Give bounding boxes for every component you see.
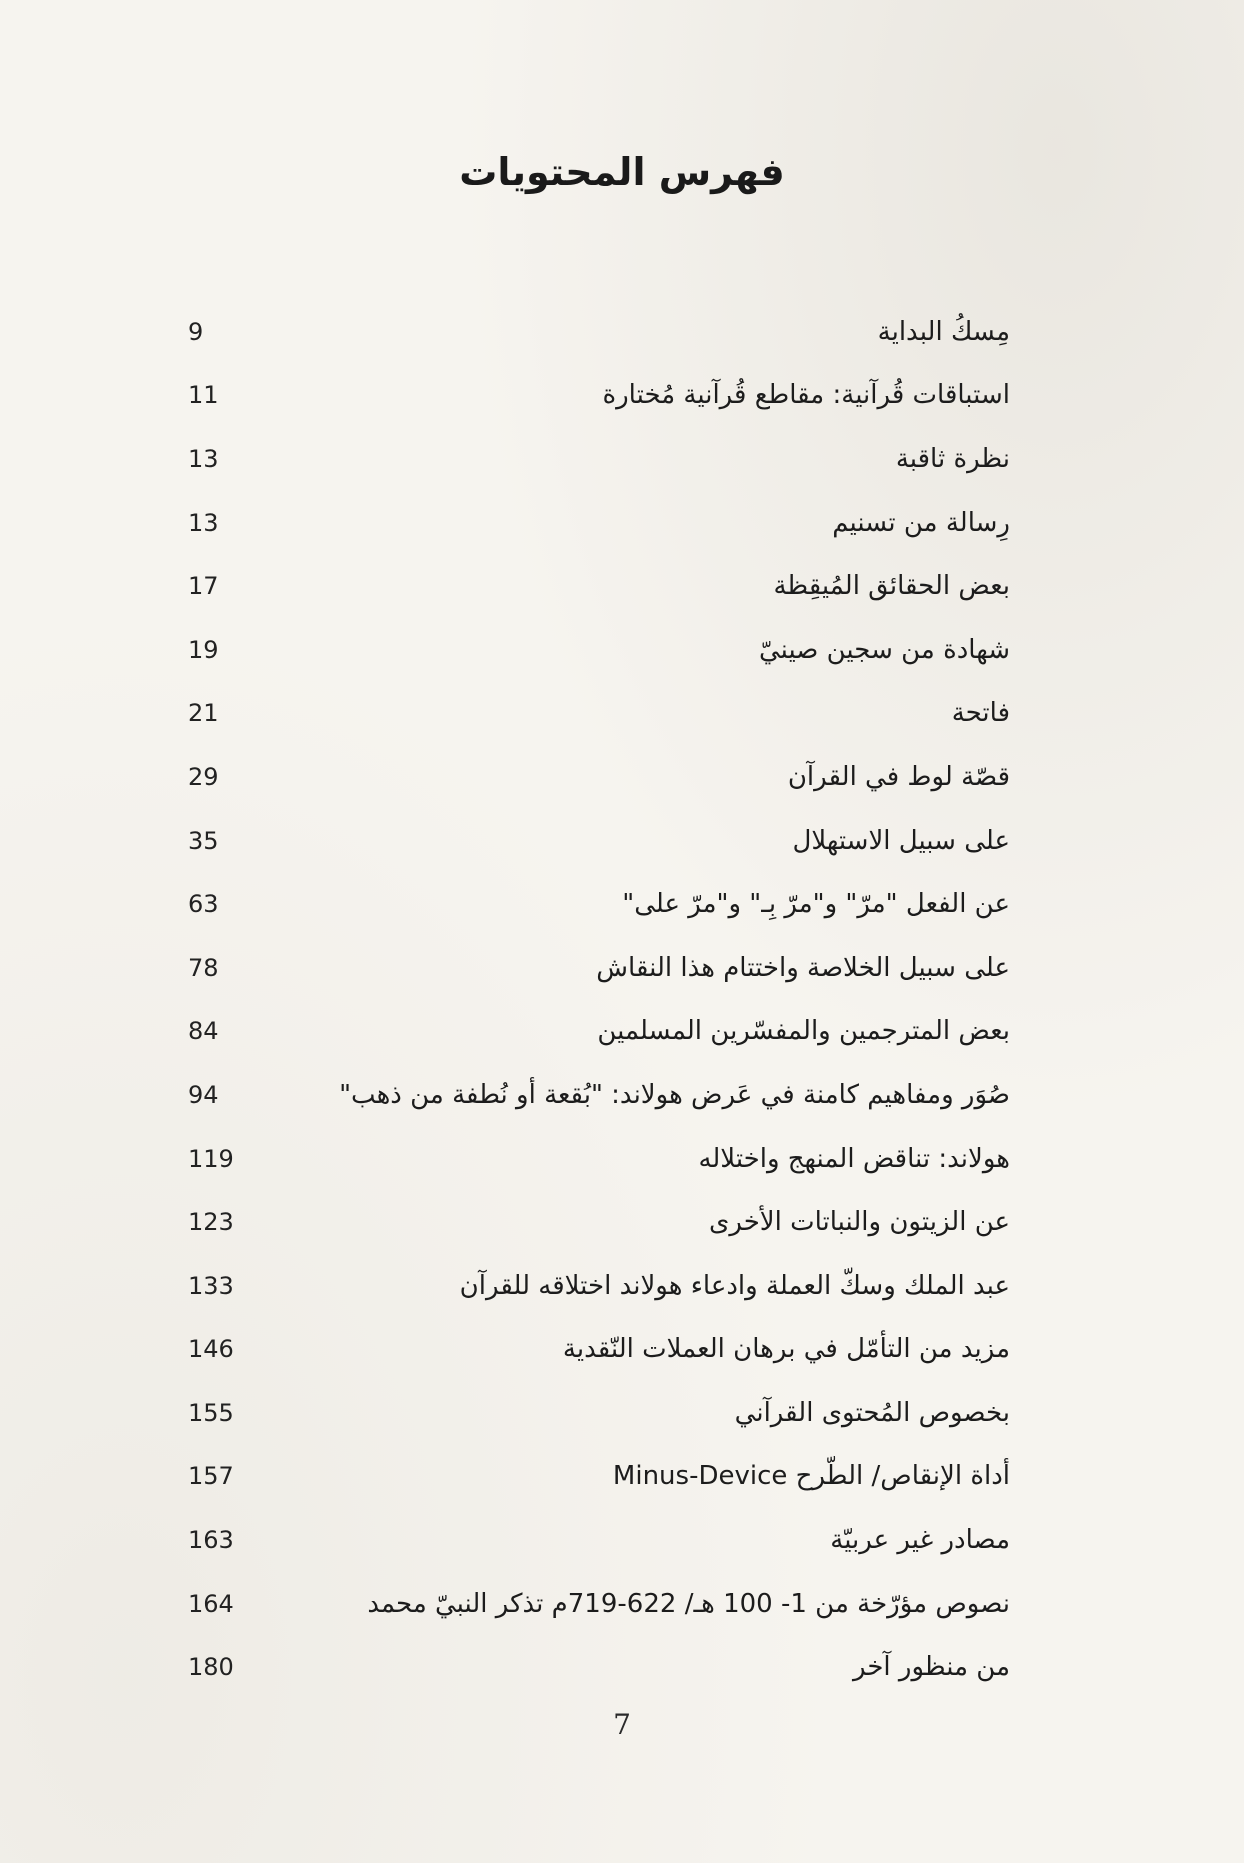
toc-entry-title: استباقات قُرآنية: مقاطع قُرآنية مُختارة [602,380,1010,411]
toc-entry-title: عن الفعل "مرّ" و"مرّ بِـ" و"مرّ على" [622,889,1010,920]
toc-entry-page-number: 163 [188,1526,234,1555]
toc-entry [180,491,1010,555]
toc-entry-page-number: 133 [188,1271,234,1300]
toc-entry [180,809,1010,873]
toc-entry-page-number: 21 [188,699,219,728]
toc-entry-title: عن الزيتون والنباتات الأخرى [709,1207,1010,1238]
toc-entry [180,1254,1010,1318]
toc-entry-title: قصّة لوط في القرآن [787,761,1010,792]
toc-entry-title: بعض الحقائق المُيقِظة [773,571,1010,602]
toc-entry-page-number: 146 [188,1335,234,1364]
toc-entry-page-number: 164 [188,1589,234,1618]
toc-entry-title: نصوص مؤرّخة من 1- 100 هـ/ 622-719م تذكر النبيّ محمد [367,1588,1010,1619]
toc-entry-title: عبد الملك وسكّ العملة وادعاء هولاند اختلاقه للقرآن [459,1270,1010,1301]
toc-entry [180,300,1010,364]
toc-entry [180,618,1010,682]
page-number: 7 [613,1708,631,1741]
toc-entry [180,682,1010,746]
toc-entry-title: مصادر غير عربيّة [830,1525,1010,1556]
toc-entry [180,364,1010,428]
toc-entry [180,1445,1010,1509]
toc-entry [180,1063,1010,1127]
toc-entry-page-number: 13 [188,444,219,473]
toc-entry [180,554,1010,618]
toc-entry [180,1318,1010,1382]
toc-entry-page-number: 19 [188,635,219,664]
toc-entry-page-number: 157 [188,1462,234,1491]
toc-entry [180,745,1010,809]
toc-entry-page-number: 9 [188,317,204,346]
toc-entry-page-number: 119 [188,1144,234,1173]
toc-entry-title: رِسالة من تسنيم [832,507,1010,538]
toc-entry-title: مِسكُ البداية [877,316,1010,347]
toc-entry [180,1000,1010,1064]
toc-entry [180,1508,1010,1572]
toc-entry-title: مزيد من التأمّل في برهان العملات النّقدية [562,1334,1010,1365]
toc-entry [180,1127,1010,1191]
toc-entry-title: هولاند: تناقض المنهج واختلاله [698,1143,1010,1174]
toc-entry [180,872,1010,936]
toc-entry-title: بعض المترجمين والمفسّرين المسلمين [597,1016,1010,1047]
toc-entry-page-number: 155 [188,1398,234,1427]
page-title: فهرس المحتويات [459,150,785,194]
toc-entry [180,936,1010,1000]
toc-entry-title: على سبيل الخلاصة واختتام هذا النقاش [596,952,1010,983]
toc-entry-title: نظرة ثاقبة [895,443,1010,474]
toc-entry-page-number: 123 [188,1208,234,1237]
toc-entry-page-number: 94 [188,1080,219,1109]
toc-entry-page-number: 35 [188,826,219,855]
toc-entry-title: صُوَر ومفاهيم كامنة في عَرض هولاند: "بُقعة أو نُطفة من ذهب" [339,1079,1010,1110]
toc-entry [180,1381,1010,1445]
toc-entry-title: أداة الإنقاص/ الطّرح Minus-Device [612,1461,1010,1492]
toc-entry-page-number: 17 [188,572,219,601]
toc-entry-page-number: 29 [188,762,219,791]
toc-entry-page-number: 63 [188,890,219,919]
table-of-contents [180,300,1010,1699]
toc-entry-title: من منظور آخر [853,1652,1010,1683]
toc-entry-page-number: 11 [188,381,219,410]
toc-entry-title: على سبيل الاستهلال [792,825,1010,856]
toc-entry [180,1572,1010,1636]
toc-entry-page-number: 84 [188,1017,219,1046]
toc-entry-page-number: 78 [188,953,219,982]
toc-entry [180,1635,1010,1699]
toc-entry-page-number: 13 [188,508,219,537]
toc-entry-title: فاتحة [951,698,1010,729]
toc-entry [180,427,1010,491]
toc-entry-title: شهادة من سجين صينيّ [758,634,1010,665]
toc-entry [180,1190,1010,1254]
toc-entry-page-number: 180 [188,1653,234,1682]
toc-entry-title: بخصوص المُحتوى القرآني [734,1397,1010,1428]
